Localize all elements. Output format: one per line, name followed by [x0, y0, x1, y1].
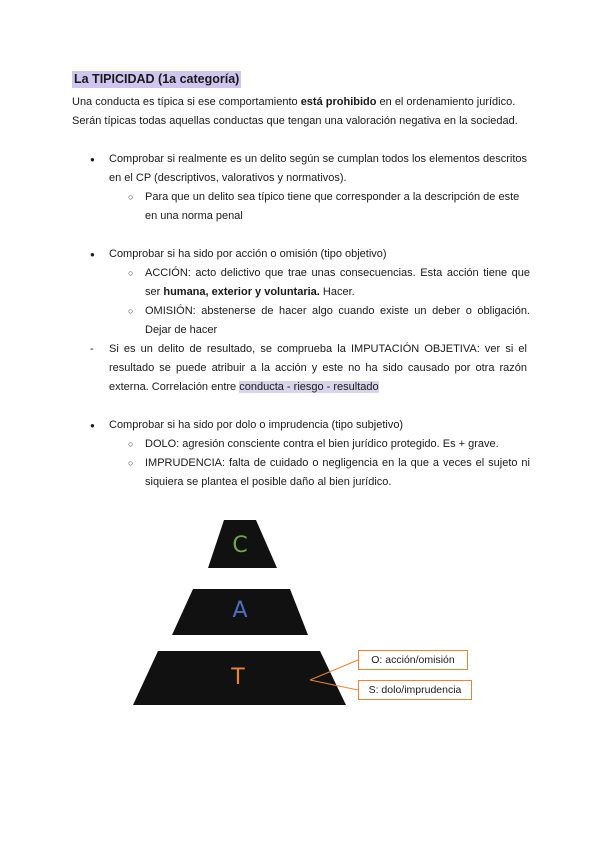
sub-bullet-icon: ○	[128, 192, 134, 202]
pyramid-letter-a: A	[232, 598, 248, 623]
pyramid-diagram	[0, 500, 600, 720]
section-4-imprudencia: IMPRUDENCIA: falta de cuidado o negligencia en la que a veces el sujeto ni siquiera se plantea el posible daño al bien jurídico.	[145, 457, 530, 488]
intro-line-2: Serán típicas todas aquellas conductas que tengan una valoración negativa en la sociedad.	[72, 115, 518, 127]
accion-bold: humana, exterior y voluntaria.	[163, 286, 320, 298]
intro-text: Una conducta es típica si ese comportamiento	[72, 96, 301, 108]
intro-line-1	[72, 93, 542, 112]
accion-text: ACCIÓN: acto delictivo que trae unas consecuencias. Esta acción tiene que ser	[145, 267, 530, 298]
highlighted-text: conducta - riesgo - resultado	[239, 381, 379, 393]
pyramid-letter-c: C	[232, 533, 248, 558]
bullet-icon: ●	[90, 250, 95, 259]
sub-bullet-icon: ○	[128, 268, 134, 278]
imputacion-text: Si es un delito de resultado, se comprueba la IMPUTACIÓN OBJETIVA: ver si el resultado se puede atribuir a la acción y este no ha sido causado por otra razón externa. Correlación entre	[109, 343, 527, 393]
section-1-sub: Para que un delito sea típico tiene que corresponder a la descripción de este en una norma penal	[145, 191, 520, 222]
page-title: La TIPICIDAD (1a categoría)	[74, 72, 240, 86]
intro-text-end: en el ordenamiento jurídico.	[376, 96, 516, 108]
label-objetivo: O: acción/omisión	[358, 650, 468, 670]
section-3-text	[109, 340, 527, 397]
section-2-accion	[145, 264, 530, 302]
sub-bullet-icon: ○	[128, 306, 134, 316]
intro-bold: está prohibido	[300, 96, 377, 108]
section-2-text: Comprobar si ha sido por acción o omisión (tipo objetivo)	[109, 248, 387, 260]
bullet-icon: ●	[90, 421, 95, 430]
accion-end: Hacer.	[319, 286, 355, 298]
bullet-icon: ●	[90, 155, 95, 164]
sub-bullet-icon: ○	[128, 439, 134, 449]
label-subjetivo: S: dolo/imprudencia	[358, 680, 472, 700]
sub-bullet-icon: ○	[128, 458, 134, 468]
section-1-text: Comprobar si realmente es un delito según se cumplan todos los elementos descritos en el CP (descriptivos, valorativos y normativos).	[109, 153, 527, 184]
section-4-dolo: DOLO: agresión consciente contra el bien jurídico protegido. Es + grave.	[145, 438, 499, 450]
dash-icon: -	[90, 343, 94, 355]
pyramid-letter-t: T	[231, 665, 245, 690]
section-4-text: Comprobar si ha sido por dolo o imprudencia (tipo subjetivo)	[109, 419, 404, 431]
section-2-omision: OMISIÓN: abstenerse de hacer algo cuando existe un deber o obligación. Dejar de hacer	[145, 305, 530, 336]
